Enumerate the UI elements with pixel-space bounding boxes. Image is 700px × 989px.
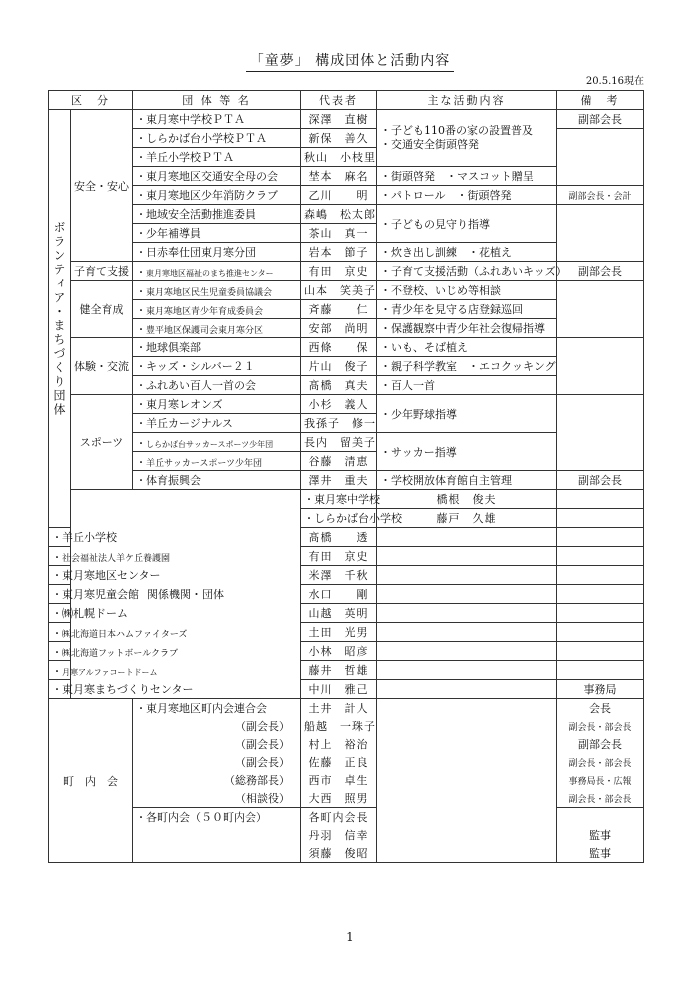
org-name: ・ 東月寒まちづくりセンター (49, 680, 71, 699)
remark-cell: 副部会長 (557, 735, 644, 753)
table-row (49, 395, 644, 414)
table-header-row (49, 91, 644, 110)
activity-cell: ・百人一首 (377, 376, 557, 395)
table-row (49, 471, 644, 490)
rep-name: 秋山 小枝里 (301, 148, 377, 167)
org-role: （副会長） (133, 753, 301, 771)
org-name: ・ 東月寒レオンズ (133, 395, 301, 414)
org-name: ・ キッズ・シルバー２１ (133, 357, 301, 376)
related-category: 関係機関・団体 (71, 490, 301, 699)
rep-name: 有田 京史 (301, 262, 377, 281)
org-name: ・ 東月寒地区福祉のまち推進センター (133, 262, 301, 281)
rep-name: 有田 京史 (301, 547, 377, 566)
org-name: ・ 羊丘小学校 (49, 528, 71, 547)
org-name: ・ しらかば台小学校ＰＴＡ (133, 129, 301, 148)
remark-cell (557, 808, 644, 827)
rep-name: 髙橋 真夫 (301, 376, 377, 395)
activity-cell: ・子どもの見守り指導 (377, 205, 557, 243)
org-name: ・ 東月寒地区青少年育成委員会 (133, 300, 301, 319)
rep-name: 船越 一珠子 (301, 717, 377, 735)
rep-name: 埜本 麻名 (301, 167, 377, 186)
rep-name: 山越 英明 (301, 604, 377, 623)
activity-cell (377, 528, 557, 547)
rep-name: 土田 光男 (301, 623, 377, 642)
org-name: ・ 社会福祉法人羊ケ丘養護園 (49, 547, 71, 566)
org-name: ・ 羊丘小学校ＰＴＡ (133, 148, 301, 167)
org-name: ・ しらかば台小学校 (301, 509, 377, 528)
activity-cell (377, 585, 557, 604)
org-name: ・ 東月寒地区民生児童委員協議会 (133, 281, 301, 300)
remark-cell (557, 566, 644, 585)
rep-name: 水口 剛 (301, 585, 377, 604)
activity-cell: ・保護観察中青少年社会復帰指導 (377, 319, 557, 338)
rep-name: 岩本 節子 (301, 243, 377, 262)
remark-cell (557, 528, 644, 547)
remark-cell: 副部会長 (557, 262, 644, 281)
org-name: ・ 少年補導員 (133, 224, 301, 243)
remark-cell: 会長 (557, 699, 644, 718)
volunteer-category: ボランティア・まちづくり団体 (49, 110, 71, 528)
activity-cell: ・青少年を見守る店登録巡回 (377, 300, 557, 319)
childcare-subcategory: 子育て支援 (71, 262, 133, 281)
remark-cell: 副部会長 (557, 110, 644, 129)
table-row (49, 186, 644, 205)
table-row (49, 243, 644, 262)
rep-name: 澤井 重夫 (301, 471, 377, 490)
page-title: 「童夢」 構成団体と活動内容 (0, 50, 700, 70)
remark-cell (557, 395, 644, 471)
table-row (49, 205, 644, 224)
rep-name: 茶山 真一 (301, 224, 377, 243)
remark-cell: 事務局 (557, 680, 644, 699)
table-row (49, 699, 644, 718)
activity-cell: ・いも、そば植え (377, 338, 557, 357)
rep-name: 片山 俊子 (301, 357, 377, 376)
remark-cell (557, 547, 644, 566)
table-row (49, 357, 644, 376)
activity-cell (377, 547, 557, 566)
activity-cell (377, 623, 557, 642)
rep-name: 小林 昭彦 (301, 642, 377, 661)
rep-name: 斉藤 仁 (301, 300, 377, 319)
rep-name: 我孫子 修一 (301, 414, 377, 433)
rep-name: 安部 尚明 (301, 319, 377, 338)
activity-cell: ・サッカー指導 (377, 433, 557, 471)
rep-name: 山本 笑美子 (301, 281, 377, 300)
remark-cell: 監事 (557, 826, 644, 844)
activity-cell: ・親子科学教室 ・エコクッキング (377, 357, 557, 376)
health-subcategory: 健全育成 (71, 281, 133, 338)
town-category: 町 内 会 (49, 699, 133, 863)
rep-name: 森嶋 松太郎 (301, 205, 377, 224)
sports-subcategory: スポーツ (71, 395, 133, 490)
org-name: ・ 東月寒中学校 (301, 490, 377, 509)
rep-name: 橋根 俊夫 (377, 490, 557, 509)
activity-cell (377, 566, 557, 585)
org-name: ・ 地球俱楽部 (133, 338, 301, 357)
activity-cell: ・学校開放体育館自主管理 (377, 471, 557, 490)
org-name: ・ 東月寒児童会館 (49, 585, 71, 604)
rep-name: 藤戸 久雄 (377, 509, 557, 528)
rep-name: 佐藤 正良 (301, 753, 377, 771)
remark-cell: 副会長・部会長 (557, 789, 644, 808)
org-name: ・ 地域安全活動推進委員 (133, 205, 301, 224)
remark-cell: 副会長・部会長 (557, 717, 644, 735)
org-role: （相談役） (133, 789, 301, 808)
rep-name: 長内 留美子 (301, 433, 377, 452)
org-name: ・ 体育振興会 (133, 471, 301, 490)
org-name: ・ 日赤奉仕団東月寒分団 (133, 243, 301, 262)
activity-cell: ・炊き出し訓練 ・花植え (377, 243, 557, 262)
table-row (49, 376, 644, 395)
rep-name: 土井 計人 (301, 699, 377, 718)
activity-cell (557, 490, 644, 509)
remark-cell (557, 129, 644, 186)
table-row (49, 110, 644, 129)
rep-name: 各町内会長 (301, 808, 377, 827)
experience-subcategory: 体験・交流 (71, 338, 133, 395)
activity-cell (377, 661, 557, 680)
org-name: ・ 羊丘カージナルス (133, 414, 301, 433)
remark-cell (557, 604, 644, 623)
rep-name: 中川 雅己 (301, 680, 377, 699)
activity-cell (377, 604, 557, 623)
activity-cell: ・街頭啓発 ・マスコット贈呈 (377, 167, 557, 186)
org-name: ・ ㈱北海道フットボールクラブ (49, 642, 71, 661)
rep-name: 大西 照男 (301, 789, 377, 808)
table-row (49, 319, 644, 338)
rep-name: 乙川 明 (301, 186, 377, 205)
header-activity: 主な活動内容 (377, 91, 557, 110)
activity-cell: ・少年野球指導 (377, 395, 557, 433)
header-org: 団 体 等 名 (133, 91, 301, 110)
table-row (49, 167, 644, 186)
org-name: ・ 月寒アルファコートドーム (49, 661, 71, 680)
remark-cell (557, 642, 644, 661)
table-row (49, 585, 644, 604)
remark-cell (557, 338, 644, 395)
org-name: ・ 東月寒地区少年消防クラブ (133, 186, 301, 205)
rep-name: 藤井 哲雄 (301, 661, 377, 680)
table-row (49, 433, 644, 452)
rep-name: 須藤 俊昭 (301, 844, 377, 863)
remark-cell: 事務局長・広報 (557, 771, 644, 789)
remark-cell: 副部会長 (557, 471, 644, 490)
activity-cell: ・不登校、いじめ等相談 (377, 281, 557, 300)
table-row (49, 300, 644, 319)
safety-subcategory: 安全・安心 (71, 110, 133, 262)
remark-cell (557, 205, 644, 262)
table-row (49, 281, 644, 300)
org-name: ・ ㈱北海道日本ハムファイターズ (49, 623, 71, 642)
rep-name: 西條 保 (301, 338, 377, 357)
table-row (49, 338, 644, 357)
page-number: 1 (346, 930, 354, 944)
activity-cell: ・子ども110番の家の設置普及 ・交通安全街頭啓発 (377, 110, 557, 167)
rep-name: 西市 卓生 (301, 771, 377, 789)
organization-table (48, 90, 644, 863)
as-of-date: 20.5.16現在 (585, 76, 644, 87)
org-name: ・ 羊丘サッカースポーツ少年団 (133, 452, 301, 471)
org-role: （総務部長） (133, 771, 301, 789)
remark-cell: 副部会長・会計 (557, 186, 644, 205)
org-name: ・ 豊平地区保護司会東月寒分区 (133, 319, 301, 338)
org-name: ・ 東月寒中学校ＰＴＡ (133, 110, 301, 129)
activity-cell (377, 680, 557, 699)
rep-name: 深澤 直樹 (301, 110, 377, 129)
header-category: 区 分 (49, 91, 133, 110)
rep-name: 谷藤 清恵 (301, 452, 377, 471)
remark-cell (557, 623, 644, 642)
table-row (49, 566, 644, 585)
rep-name: 小杉 義人 (301, 395, 377, 414)
org-name: ・ ふれあい百人一首の会 (133, 376, 301, 395)
activity-cell (377, 642, 557, 661)
activity-cell (377, 699, 557, 863)
activity-cell (557, 509, 644, 528)
remark-cell (557, 281, 644, 338)
org-name: ・ 東月寒地区交通安全母の会 (133, 167, 301, 186)
org-role: （副会長） (133, 735, 301, 753)
remark-cell: 監事 (557, 844, 644, 863)
remark-cell (557, 661, 644, 680)
table-row (49, 262, 644, 281)
activity-cell: ・子育て支援活動（ふれあいキッズ） (377, 262, 557, 281)
header-rep: 代表者 (301, 91, 377, 110)
remark-cell: 副会長・部会長 (557, 753, 644, 771)
header-remark: 備 考 (557, 91, 644, 110)
org-name: ・ 各町内会（５０町内会） (133, 808, 301, 827)
rep-name: 米澤 千秋 (301, 566, 377, 585)
org-name: ・ 東月寒地区センター (49, 566, 71, 585)
table-row (49, 680, 644, 699)
activity-cell: ・パトロール ・街頭啓発 (377, 186, 557, 205)
org-role: （副会長） (133, 717, 301, 735)
org-name (133, 844, 301, 863)
rep-name: 髙橋 透 (301, 528, 377, 547)
org-name: ・ 東月寒地区町内会連合会 (133, 699, 301, 718)
rep-name: 村上 裕治 (301, 735, 377, 753)
remark-cell (557, 585, 644, 604)
rep-name: 丹羽 信幸 (301, 826, 377, 844)
org-name: ・ しらかば台サッカースポーツ少年団 (133, 433, 301, 452)
org-name (133, 826, 301, 844)
rep-name: 新保 善久 (301, 129, 377, 148)
table-row (49, 490, 644, 509)
org-name: ・ ㈱札幌ドーム (49, 604, 71, 623)
